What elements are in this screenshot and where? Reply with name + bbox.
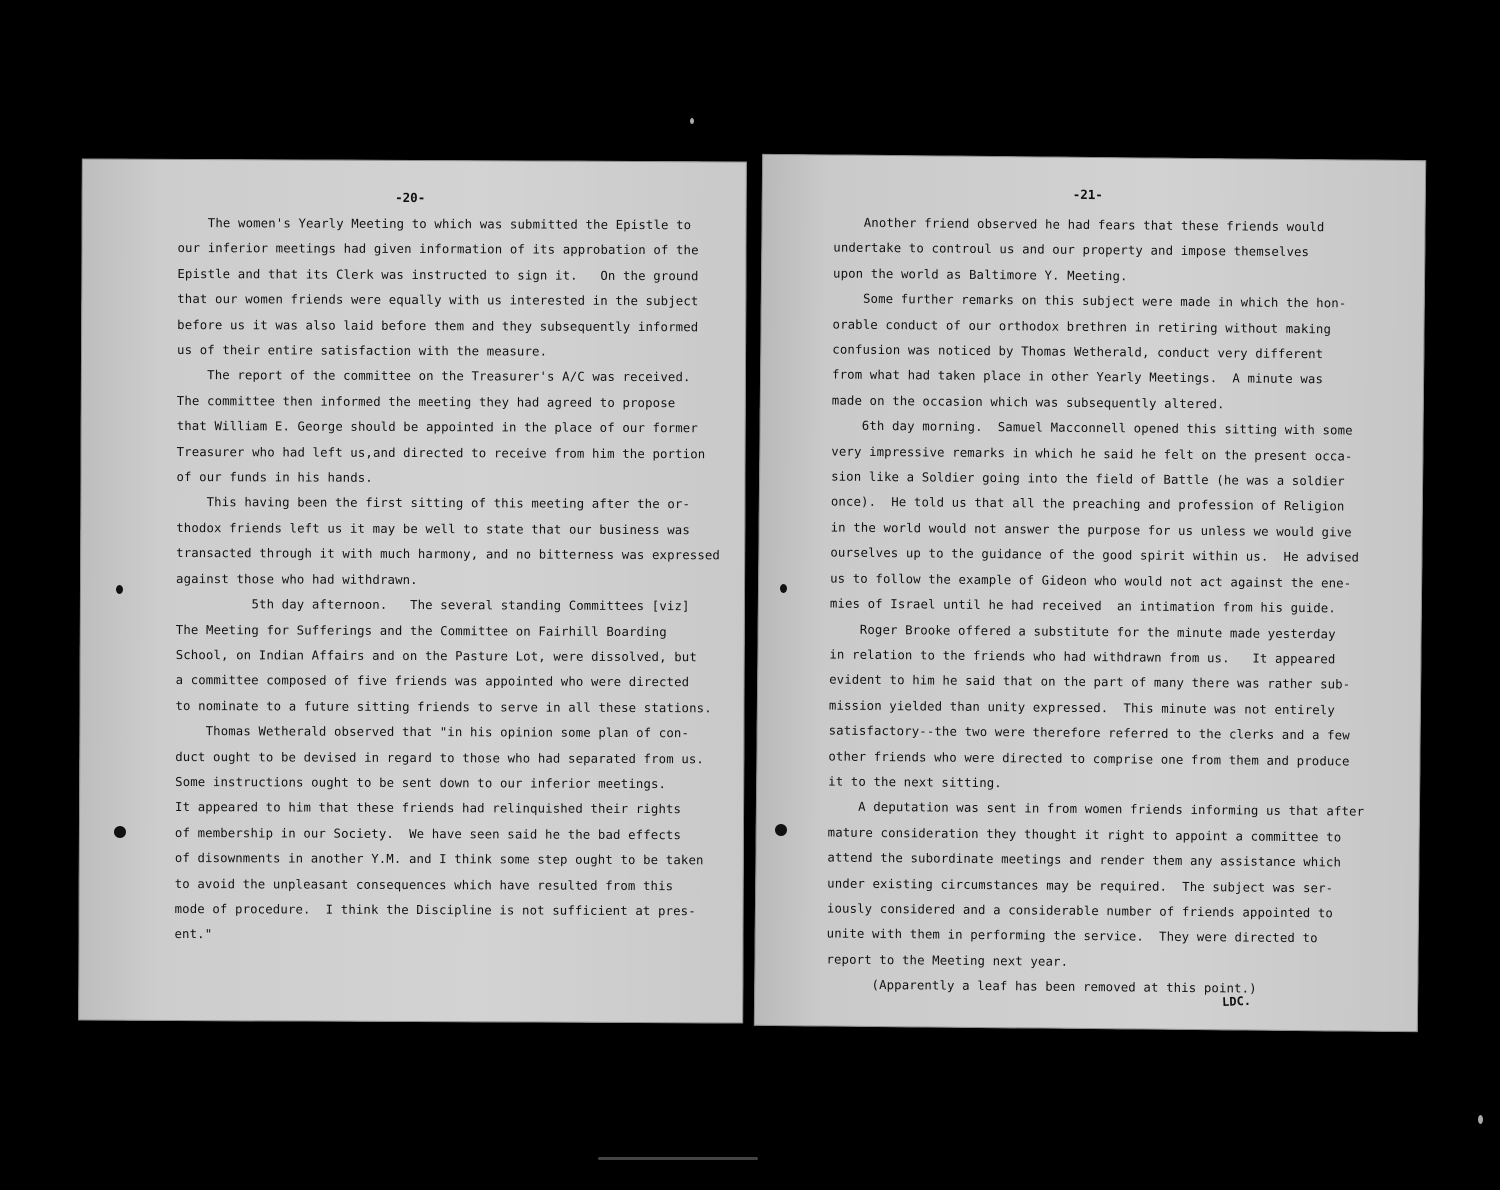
text-line: other friends who were directed to comprise one from them and produce — [828, 749, 1350, 769]
text-line: satisfactory--the two were therefore referred to the clerks and a few — [828, 723, 1350, 743]
text-line: (Apparently a leaf has been removed at this point.) — [826, 977, 1257, 996]
text-line: it to the next sitting. — [828, 774, 1002, 791]
text-line: It appeared to him that these friends had relinquished their rights — [175, 800, 682, 817]
text-line: our inferior meetings had given information of its approbation of the — [177, 241, 699, 258]
text-line: Epistle and that its Clerk was instructed to sign it. On the ground — [177, 266, 699, 284]
text-line: before us it was also laid before them and they subsequently informed — [177, 317, 699, 334]
punch-hole-mark — [775, 824, 787, 836]
left-page — [78, 159, 747, 1024]
text-line: a committee composed of five friends was appointed who were directed — [175, 673, 690, 690]
dust-speck — [690, 118, 694, 124]
page-number: -20- — [395, 189, 426, 206]
text-line: 5th day afternoon. The several standing Committees [viz] — [175, 597, 690, 614]
text-line: 6th day morning. Samuel Macconnell opened this sitting with some — [831, 418, 1353, 438]
text-line: This having been the first sitting of this meeting after the or- — [176, 495, 691, 512]
text-line: made on the occasion which was subsequently altered. — [831, 393, 1225, 412]
text-line: in relation to the friends who had withdrawn from us. It appeared — [829, 647, 1336, 667]
text-line: confusion was noticed by Thomas Wetherald, conduct very different — [832, 342, 1324, 362]
text-line: duct ought to be devised in regard to those who had separated from us. — [175, 749, 705, 766]
text-line: of disownments in another Y.M. and I think some step ought to be taken — [174, 851, 704, 868]
dust-speck — [1478, 1115, 1483, 1124]
text-line: mies of Israel until he had received an intimation from his guide. — [829, 596, 1337, 616]
text-line: The women's Yearly Meeting to which was submitted the Epistle to — [177, 215, 692, 233]
text-line: that our women friends were equally with us interested in the subject — [177, 292, 699, 309]
text-line: mature consideration they thought it right to appoint a committee to — [827, 825, 1342, 845]
initials: LDC. — [1221, 993, 1252, 1010]
text-line: transacted through it with much harmony, and no bitterness was expressed — [176, 546, 721, 563]
text-line: upon the world as Baltimore Y. Meeting. — [832, 266, 1128, 284]
text-line: report to the Meeting next year. — [826, 952, 1069, 969]
text-line: very impressive remarks in which he said he felt on the present occa- — [831, 444, 1353, 464]
text-line: from what had taken place in other Yearly Meetings. A minute was — [832, 367, 1324, 387]
text-line: Some instructions ought to be sent down to our inferior meetings. — [175, 774, 667, 792]
punch-hole-mark — [114, 826, 126, 838]
right-page — [754, 154, 1426, 1032]
text-line: mission yielded than unity expressed. This minute was not entirely — [828, 698, 1336, 718]
punch-hole-mark — [116, 585, 123, 594]
dust-speck — [598, 1157, 758, 1160]
text-line: The Meeting for Sufferings and the Committee on Fairhill Boarding — [175, 622, 667, 639]
text-line: Another friend observed he had fears that these friends would — [833, 215, 1325, 235]
text-line: ourselves up to the guidance of the good spirit within us. He advised — [830, 545, 1360, 565]
page-body-text — [826, 211, 1404, 1004]
text-line: Treasurer who had left us,and directed to receive from him the portion — [176, 444, 706, 461]
text-line: to nominate to a future sitting friends to serve in all these stations. — [175, 698, 712, 716]
text-line: thodox friends left us it may be well to state that our business was — [176, 520, 690, 538]
text-line: undertake to controul us and our property and impose themselves — [833, 240, 1310, 260]
text-line: iously considered and a considerable number of friends appointed to — [826, 901, 1334, 921]
text-line: in the world would not answer the purpose for us unless we would give — [830, 520, 1352, 540]
text-line: Thomas Wetherald observed that "in his opinion some plan of con- — [175, 724, 690, 741]
text-line: once). He told us that all the preaching and profession of Religion — [830, 494, 1345, 514]
text-line: Some further remarks on this subject were made in which the hon- — [832, 291, 1347, 311]
text-line: against those who had withdrawn. — [176, 571, 418, 587]
text-line: unite with them in performing the service. They were directed to — [826, 926, 1318, 946]
punch-hole-mark — [780, 584, 787, 593]
text-line: School, on Indian Affairs and on the Pasture Lot, were dissolved, but — [175, 647, 697, 665]
text-line: under existing circumstances may be required. The subject was ser- — [827, 876, 1334, 895]
text-line: attend the subordinate meetings and render them any assistance which — [827, 850, 1342, 870]
text-line: mode of procedure. I think the Discipline is not sufficient at pres- — [174, 901, 696, 919]
text-line: sion like a Soldier going into the field of Battle (he was a soldier — [831, 469, 1345, 489]
text-line: to avoid the unpleasant consequences which have resulted from this — [174, 876, 674, 893]
text-line: evident to him he said that on the part of many there was rather sub- — [829, 672, 1351, 692]
text-line: of membership in our Society. We have seen said he the bad effects — [174, 825, 682, 842]
text-line: of our funds in his hands. — [176, 470, 373, 485]
text-line: us to follow the example of Gideon who would not act against the ene- — [830, 571, 1352, 591]
text-line: The report of the committee on the Treasurer's A/C was received. — [176, 368, 691, 385]
text-line: Roger Brooke offered a substitute for the minute made yesterday — [829, 622, 1336, 641]
text-line: orable conduct of our orthodox brethren in retiring without making — [832, 317, 1332, 336]
text-line: ent." — [174, 927, 213, 942]
text-line: us of their entire satisfaction with the measure. — [177, 343, 548, 359]
page-number: -21- — [1072, 186, 1103, 203]
text-line: A deputation was sent in from women friends informing us that after — [827, 799, 1365, 819]
text-line: The committee then informed the meeting they had agreed to propose — [176, 393, 676, 410]
page-body-text — [174, 211, 746, 950]
text-line: that William E. George should be appointed in the place of our former — [176, 419, 698, 436]
